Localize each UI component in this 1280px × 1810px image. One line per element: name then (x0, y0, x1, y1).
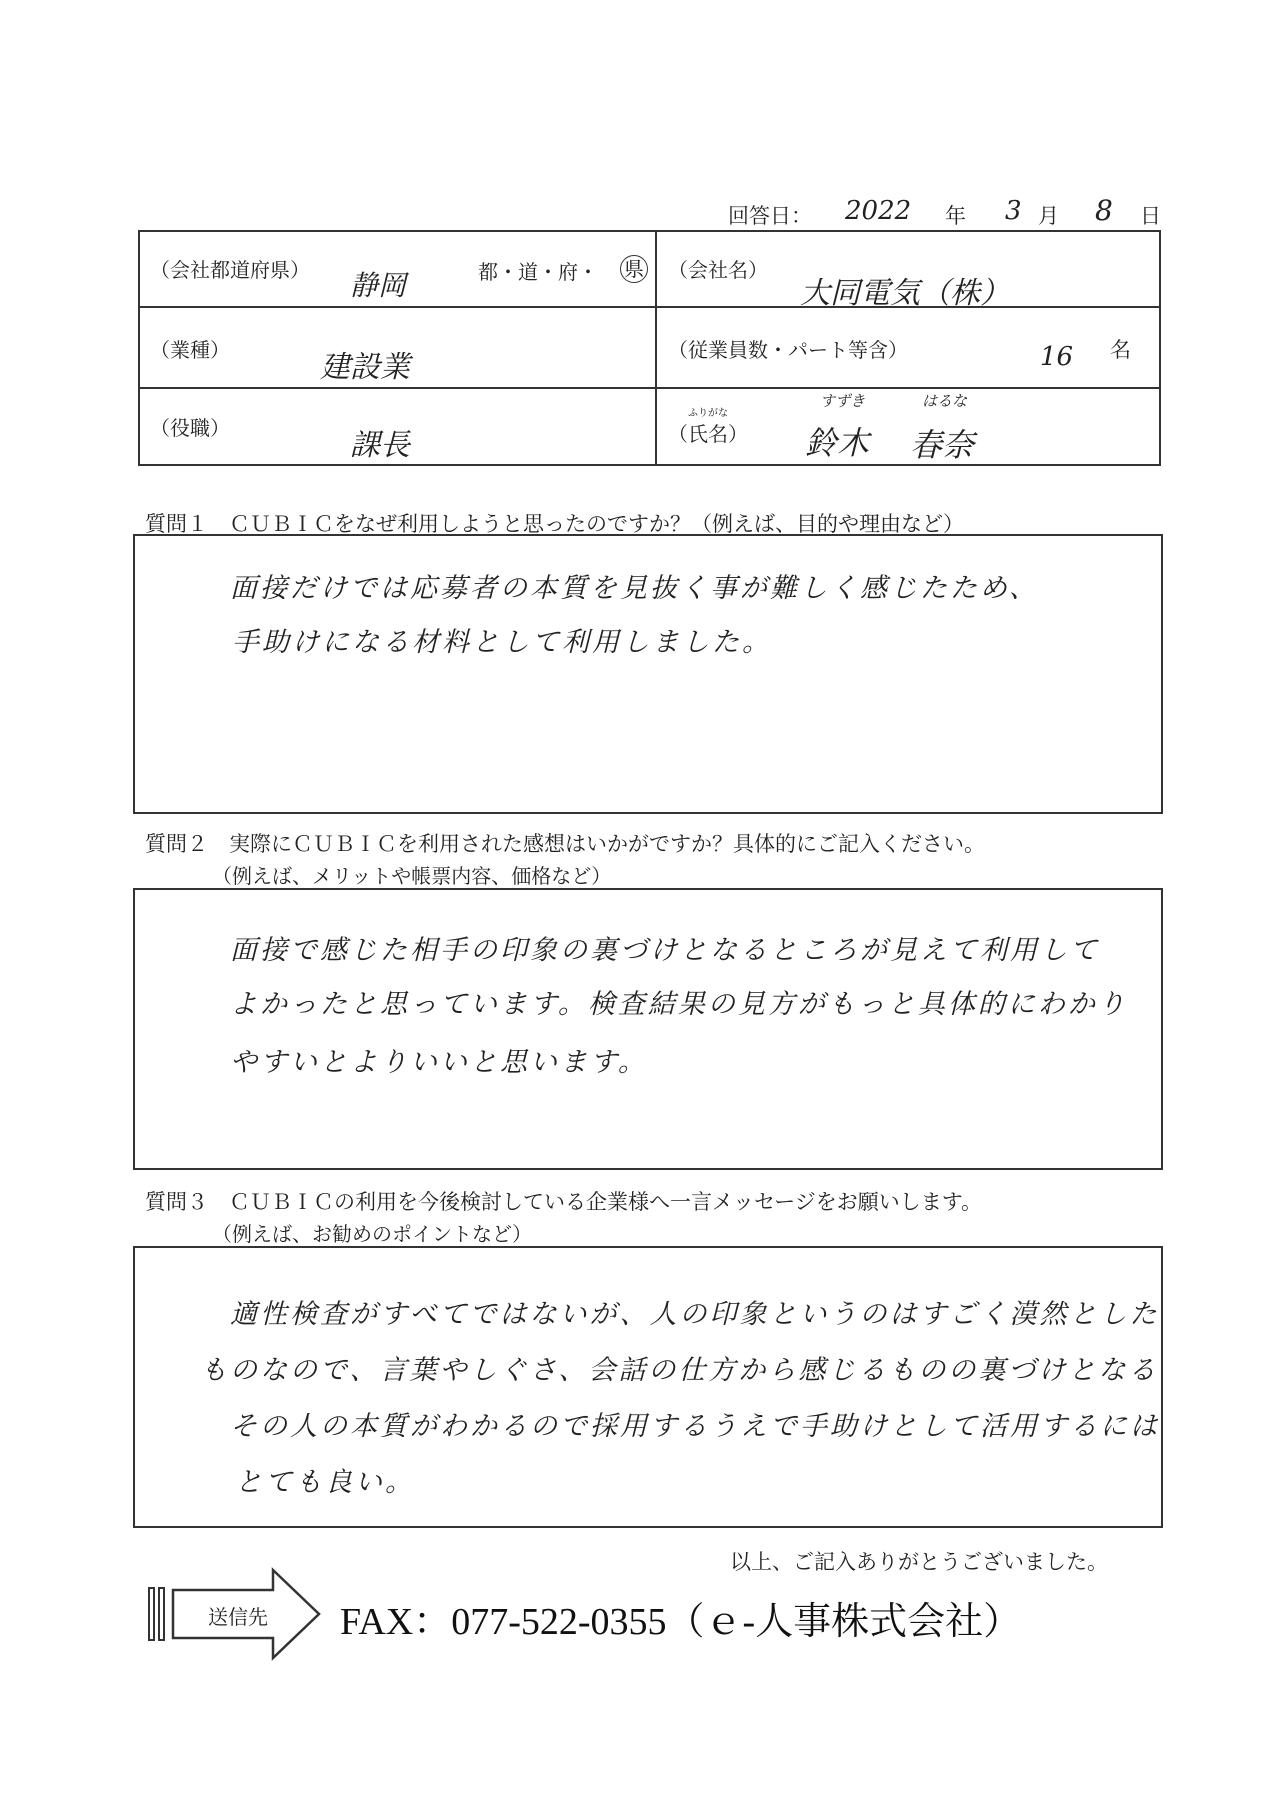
thanks-message: 以上、ご記入ありがとうございました。 (730, 1550, 1108, 1574)
question-3-heading: 質問３ ＣＵＢＩＣの利用を今後検討している企業様へ一言メッセージをお願いします。 (145, 1190, 983, 1214)
company-name-value: 大同電気（株） (800, 276, 1010, 311)
question-1-answer-line: 面接だけでは応募者の本質を見抜く事が難しく感じたため、 (230, 573, 1039, 604)
fax-number: FAX：077-522-0355（ｅ-人事株式会社） (340, 1601, 1022, 1643)
answer-day-label: 日 (1140, 204, 1161, 228)
question-3-answer-line: 適性検査がすべてではないが、人の印象というのはすごく漠然とした (230, 1299, 1160, 1330)
furigana-label: ふりがな (688, 408, 728, 419)
question-1-heading: 質問１ ＣＵＢＩＣをなぜ利用しようと思ったのですか？（例えば、目的や理由など） (145, 512, 964, 536)
position-value: 課長 (350, 428, 410, 463)
send-label: 送信先 (208, 1605, 268, 1629)
industry-label: （業種） (150, 338, 230, 362)
question-3-answer-line: とても良い。 (235, 1467, 415, 1498)
answer-year-label: 年 (945, 204, 966, 228)
prefecture-selected: 県 (620, 255, 648, 283)
answer-month-label: 月 (1038, 204, 1059, 228)
company-name-label: （会社名） (668, 258, 768, 282)
question-2-sub: （例えば、メリットや帳票内容、価格など） (212, 864, 612, 888)
question-2-answer-line: よかったと思っています。検査結果の見方がもっと具体的にわかり (230, 989, 1128, 1020)
industry-value: 建設業 (320, 350, 410, 385)
question-2-answer-line: 面接で感じた相手の印象の裏づけとなるところが見えて利用して (230, 935, 1100, 966)
answer-day-value: 8 (1095, 194, 1113, 227)
prefecture-label: （会社都道府県） (150, 258, 310, 282)
name-family: 鈴木 (805, 424, 870, 462)
prefecture-value: 静岡 (350, 269, 407, 302)
question-2-heading: 質問２ 実際にＣＵＢＩＣを利用された感想はいかがですか？具体的にご記入ください。 (145, 832, 985, 856)
employees-label: （従業員数・パート等含） (668, 338, 908, 362)
answer-year-value: 2022 (845, 196, 912, 226)
question-3-answer-line: その人の本質がわかるので採用するうえで手助けとして活用するには (230, 1411, 1160, 1442)
answer-month-value: 3 (1005, 196, 1022, 226)
answer-date-label: 回答日： (728, 204, 812, 228)
employees-value: 16 (1040, 342, 1074, 372)
name-given: 春奈 (910, 426, 975, 464)
name-furigana-family: すずき (820, 392, 866, 410)
question-2-answer-line: やすいとよりいいと思います。 (230, 1047, 648, 1078)
employees-unit: 名 (1110, 338, 1131, 362)
position-label: （役職） (150, 416, 230, 440)
question-3-sub: （例えば、お勧めのポイントなど） (212, 1222, 532, 1246)
question-1-answer-line: 手助けになる材料として利用しました。 (232, 627, 772, 658)
question-3-answer-line: ものなので、言葉やしぐさ、会話の仕方から感じるものの裏づけとなる (200, 1355, 1159, 1386)
prefecture-options: 都・道・府・ (478, 260, 598, 284)
name-furigana-given: はるな (922, 392, 968, 410)
name-label: （氏名） (668, 422, 748, 446)
